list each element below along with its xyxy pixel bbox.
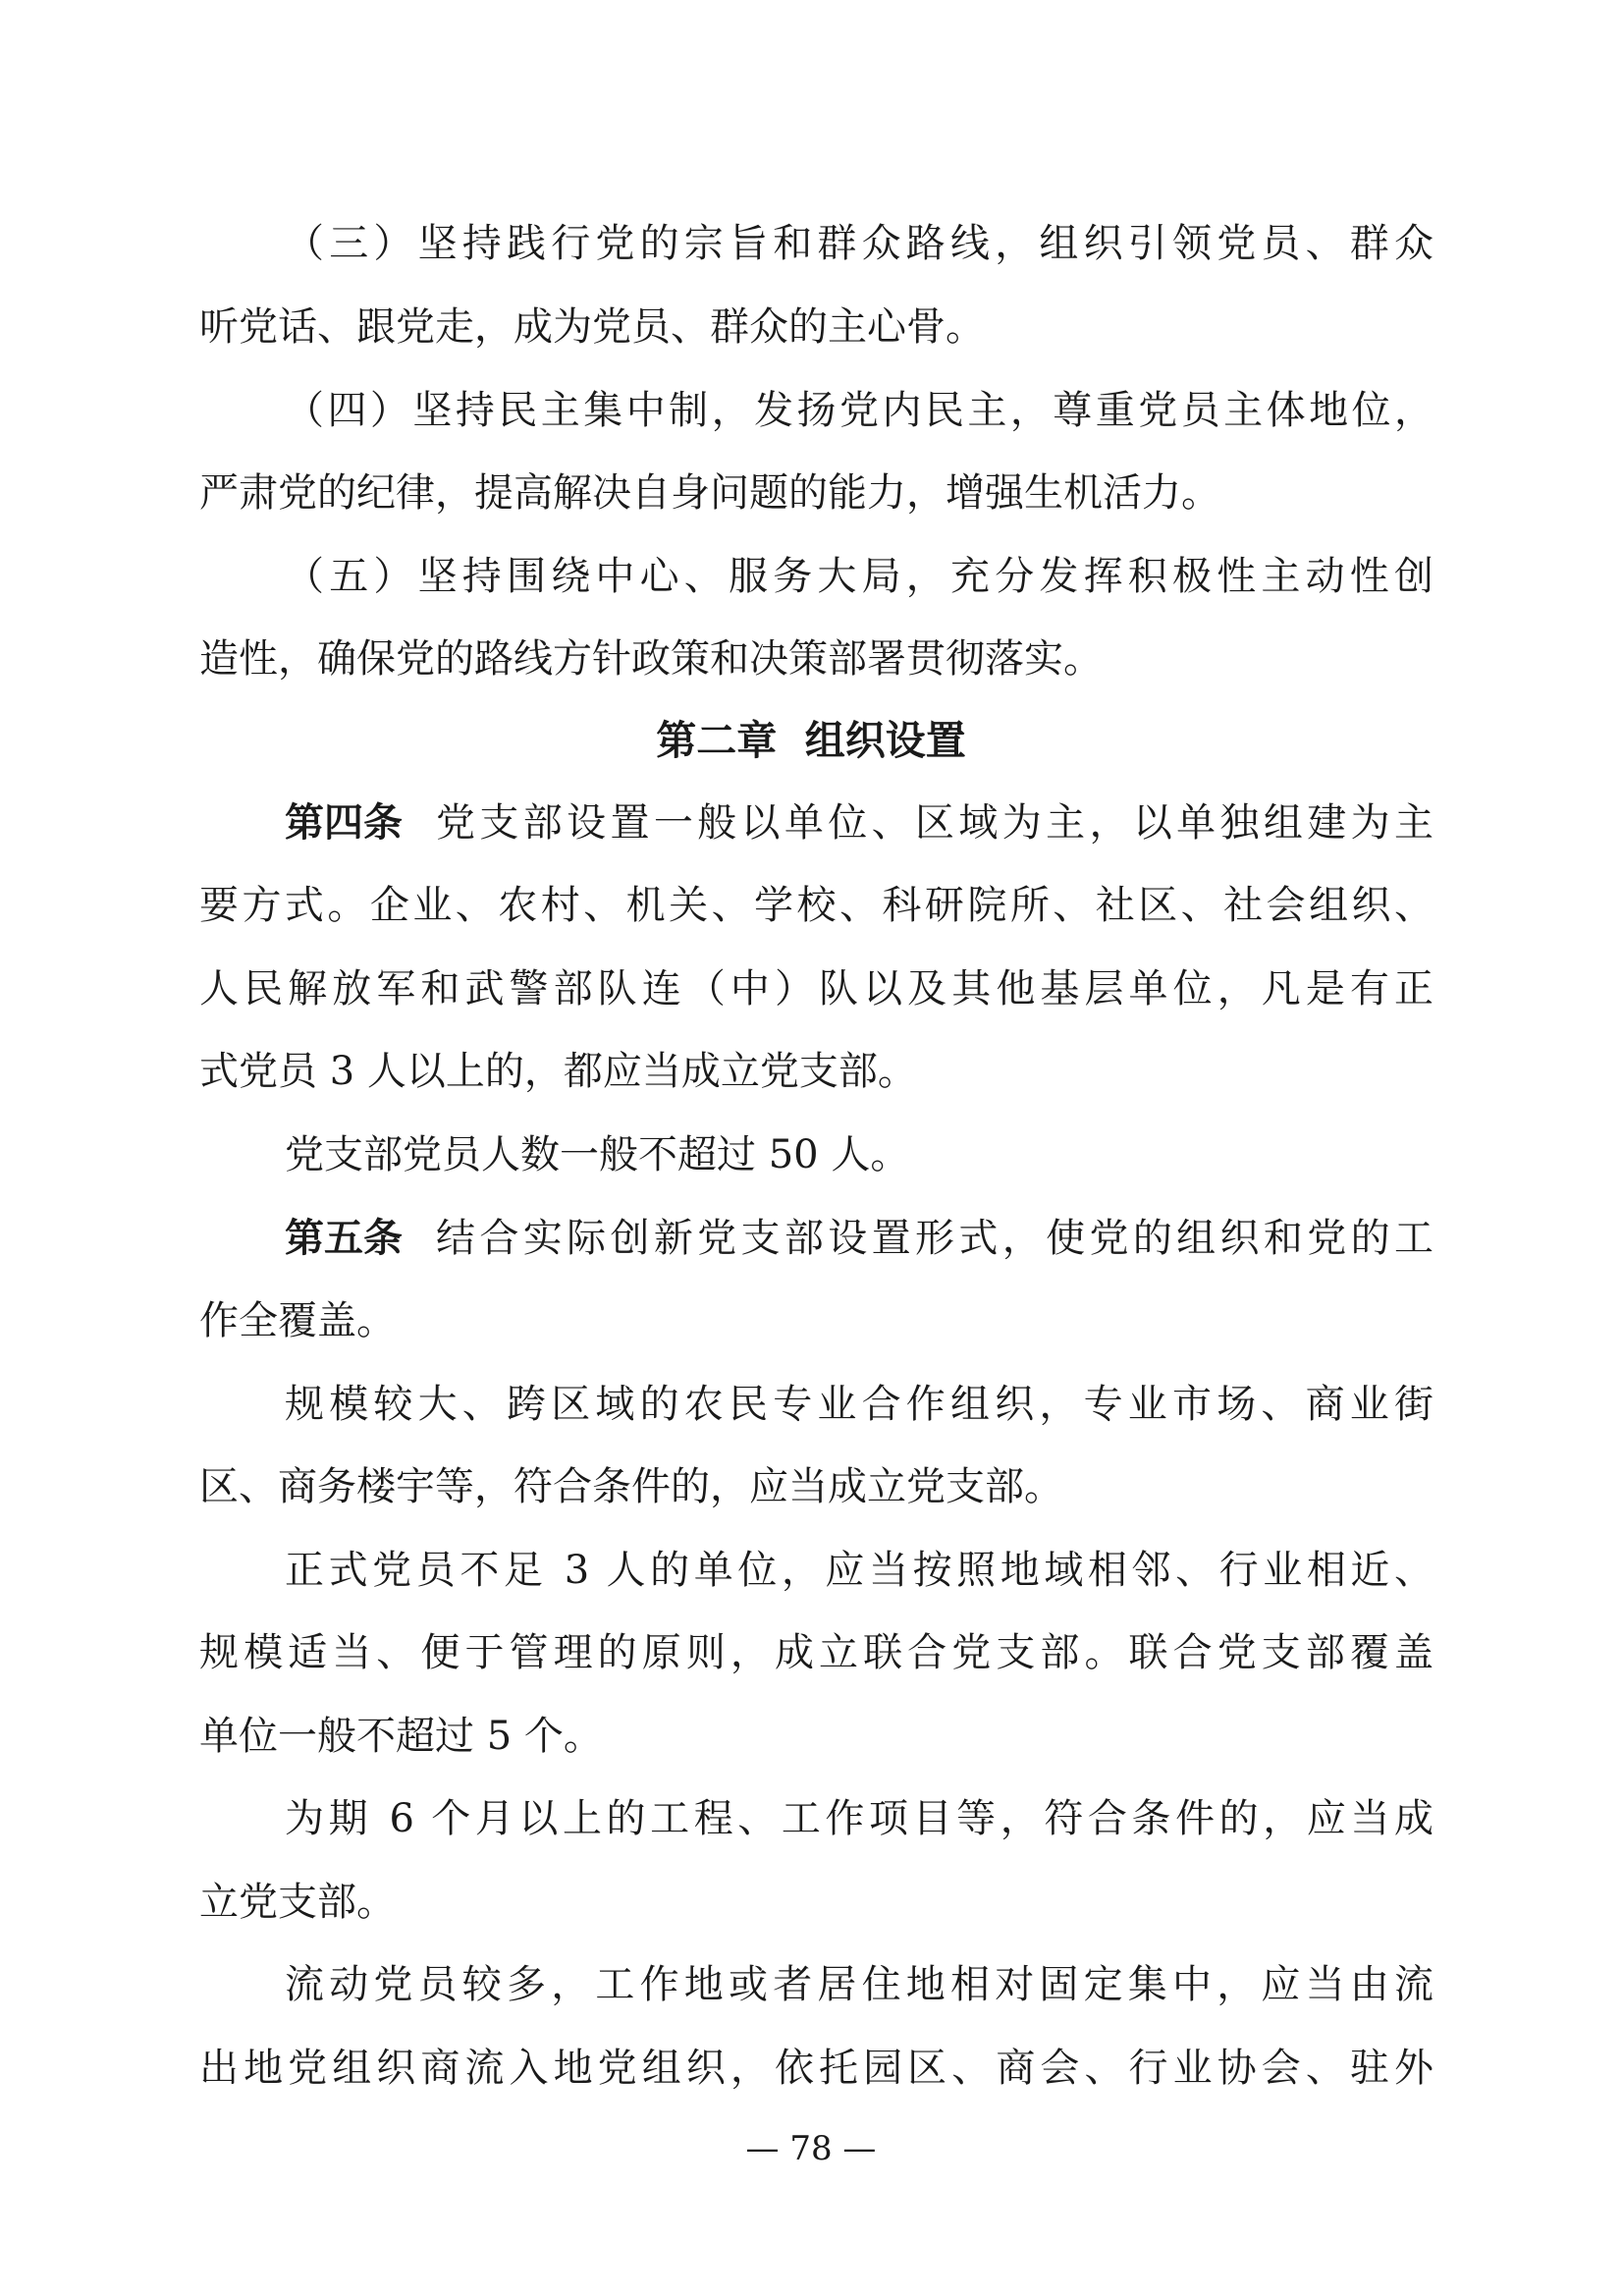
article-label: 第五条 (285, 1215, 403, 1261)
paragraph-text: 人民解放军和武警部队连（中）队以及其他基层单位，凡是有正 (199, 966, 1433, 1011)
paragraph-text: 党支部设置一般以单位、区域为主，以单独组建为主 (436, 800, 1433, 846)
chapter-title: 第二章 组织设置 (656, 717, 966, 764)
paragraph-text: 为期 6 个月以上的工程、工作项目等，符合条件的，应当成 (285, 1796, 1433, 1841)
paragraph-text: 立党支部。 (199, 1880, 396, 1925)
paragraph-text: 听党话、跟党走，成为党员、群众的主心骨。 (199, 304, 985, 350)
paragraph-text: 造性，确保党的路线方针政策和决策部署贯彻落实。 (199, 636, 1103, 682)
paragraph-text: 严肃党的纪律，提高解决自身问题的能力，增强生机活力。 (199, 470, 1220, 516)
paragraph-text: 正式党员不足 3 人的单位，应当按照地域相邻、行业相近、 (285, 1548, 1433, 1593)
paragraph-text: 作全覆盖。 (199, 1298, 396, 1343)
paragraph-text: 规模适当、便于管理的原则，成立联合党支部。联合党支部覆盖 (199, 1630, 1433, 1675)
paragraph-text: （三）坚持践行党的宗旨和群众路线，组织引领党员、群众 (285, 221, 1433, 266)
paragraph-text: 式党员 3 人以上的，都应当成立党支部。 (199, 1049, 917, 1094)
paragraph-text: （五）坚持围绕中心、服务大局，充分发挥积极性主动性创 (285, 554, 1433, 599)
page-number: — 78 — (745, 2129, 877, 2168)
paragraph-text: 要方式。企业、农村、机关、学校、科研院所、社区、社会组织、 (199, 883, 1433, 928)
paragraph-text: 党支部党员人数一般不超过 50 人。 (285, 1132, 910, 1177)
paragraph-text: 规模较大、跨区域的农民专业合作组织，专业市场、商业街 (285, 1382, 1433, 1427)
article-label: 第四条 (285, 799, 403, 846)
chapter-heading (0, 711, 1622, 771)
paragraph-text: 出地党组织商流入地党组织，依托园区、商会、行业协会、驻外 (199, 2046, 1433, 2091)
paragraph-text: 结合实际创新党支部设置形式，使党的组织和党的工 (436, 1216, 1433, 1261)
paragraph-text: 区、商务楼宇等，符合条件的，应当成立党支部。 (199, 1464, 1063, 1509)
paragraph-text: （四）坚持民主集中制，发扬党内民主，尊重党员主体地位， (285, 388, 1433, 433)
paragraph-text: 流动党员较多，工作地或者居住地相对固定集中，应当由流 (285, 1962, 1433, 2007)
paragraph-text: 单位一般不超过 5 个。 (199, 1714, 603, 1759)
